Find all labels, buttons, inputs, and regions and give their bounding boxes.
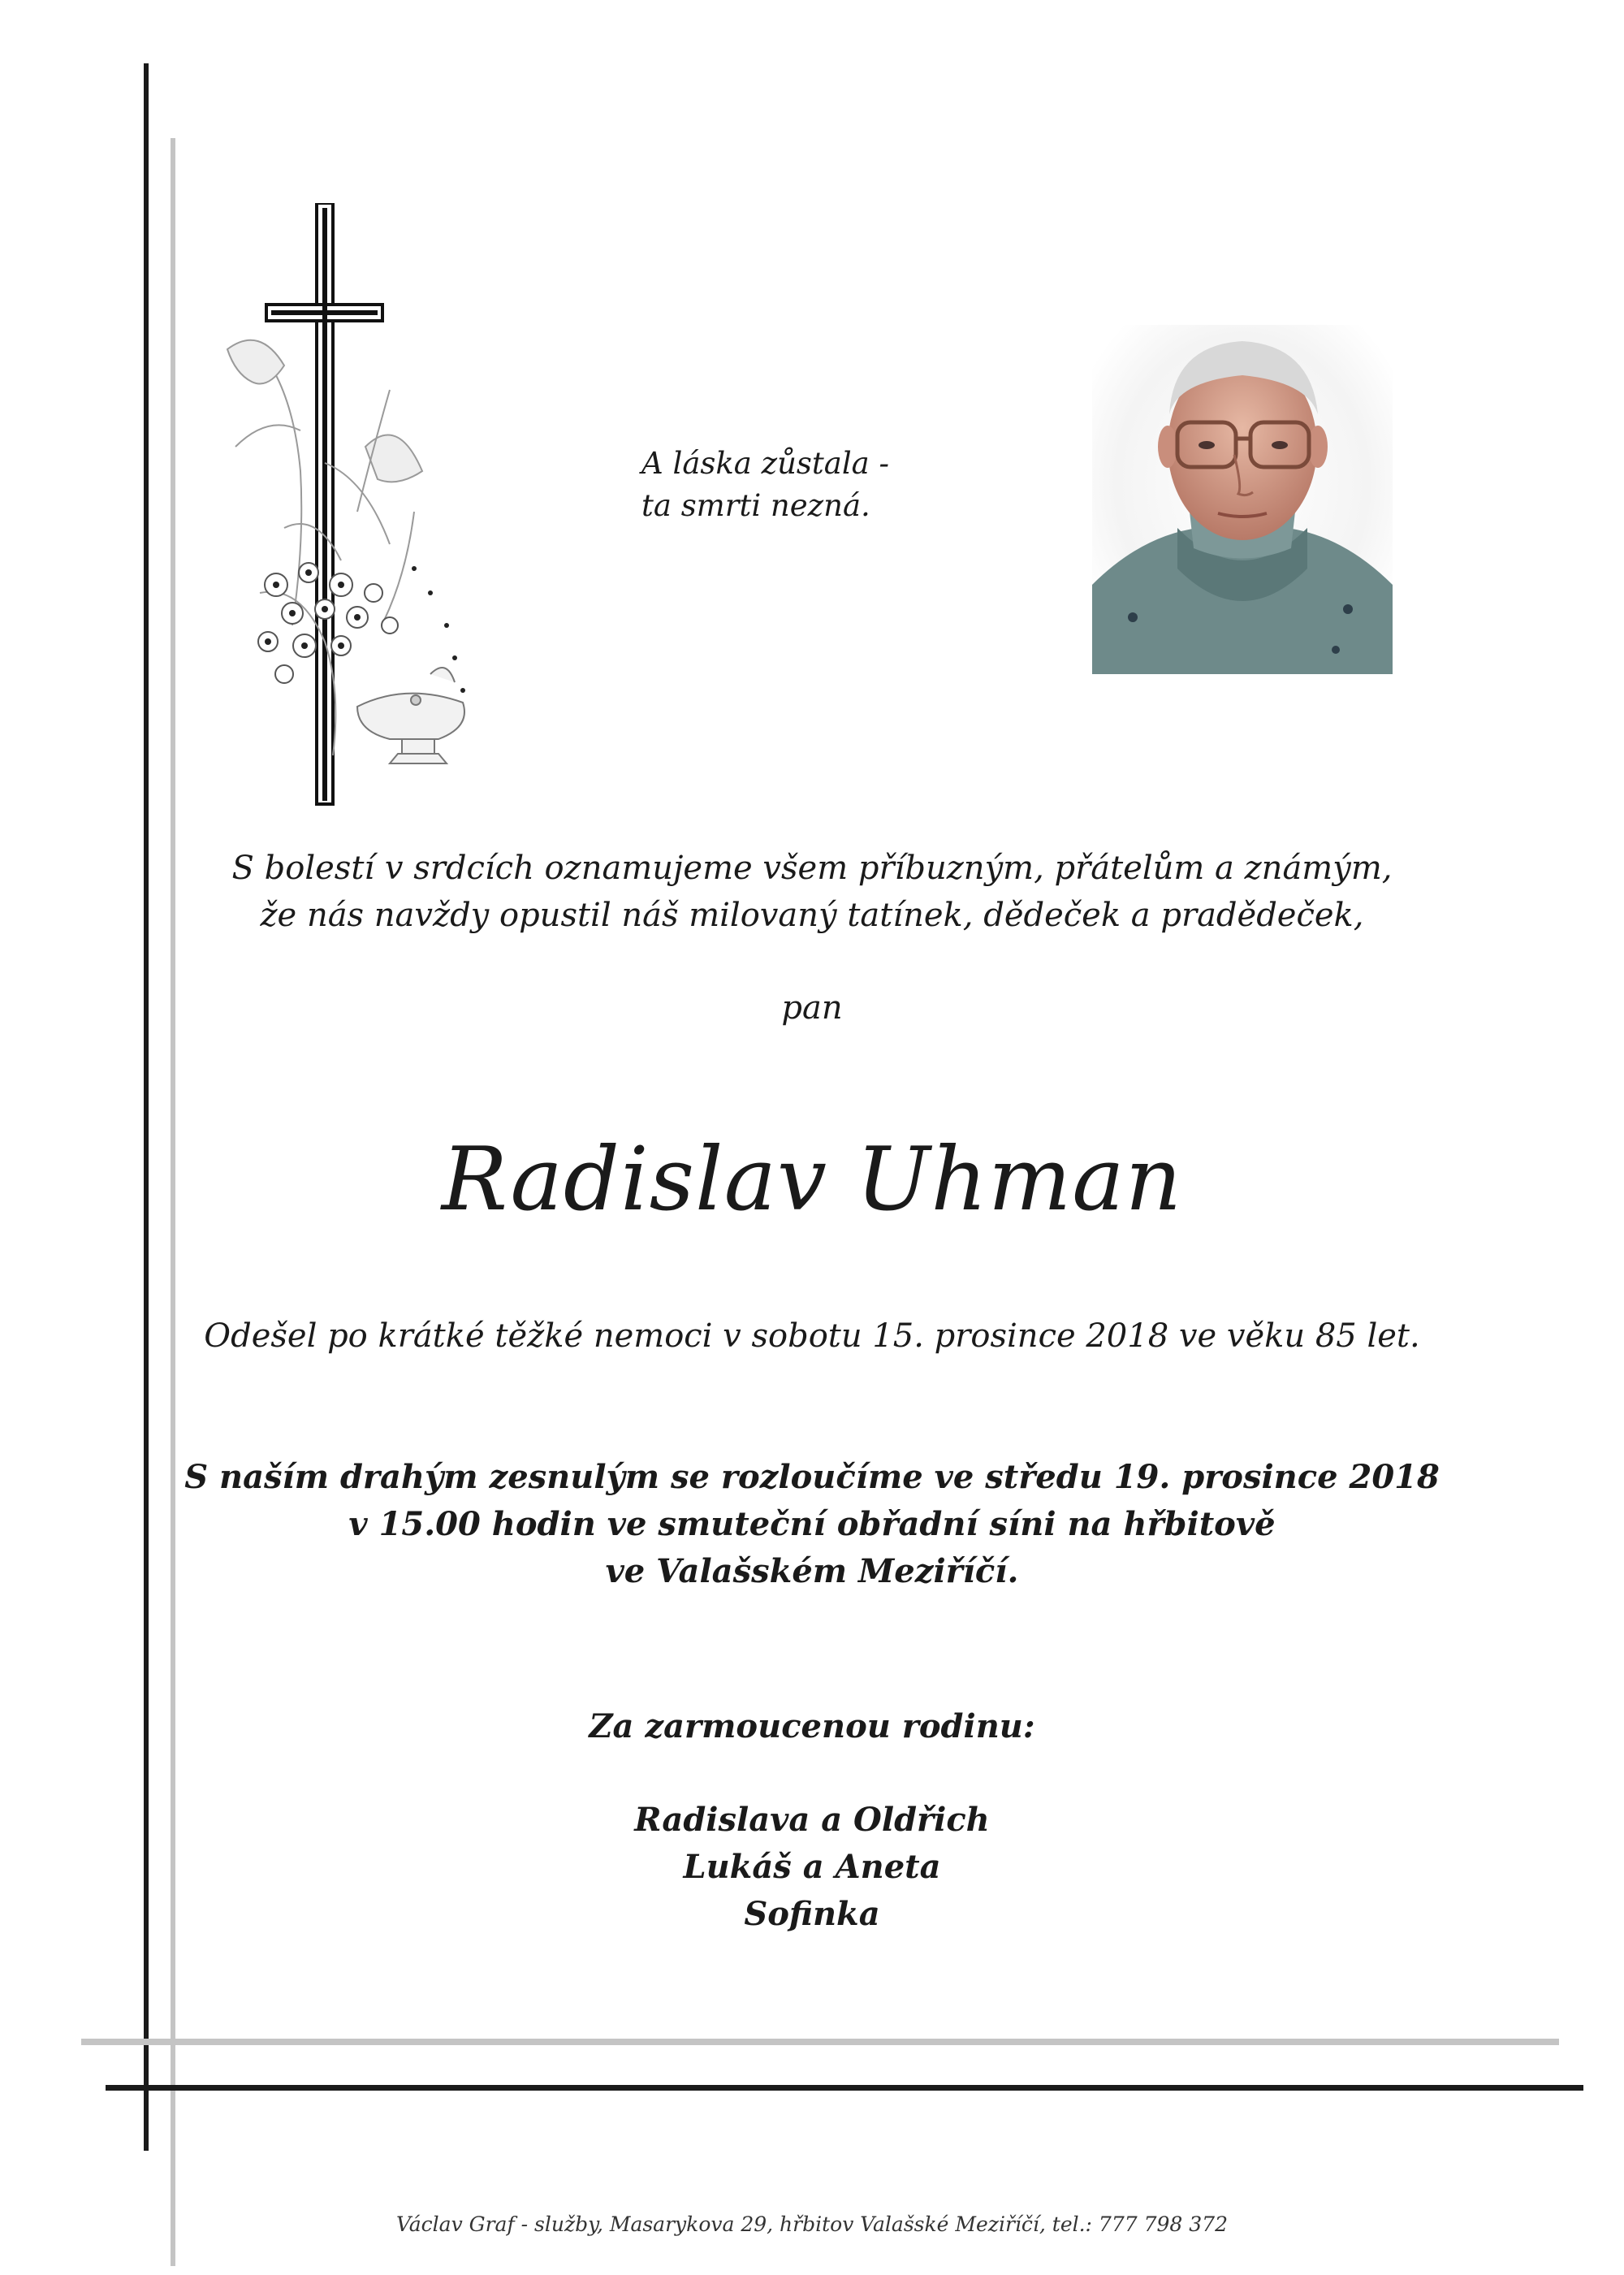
intro-line-2: že nás navždy opustil náš milovaný tatínek, dědeček a pradědeček,	[260, 897, 1364, 934]
farewell-line-2: v 15.00 hodin ve smuteční obřadní síni na hřbitově	[348, 1505, 1276, 1543]
farewell-info	[0, 1454, 1624, 1595]
family-list	[0, 1797, 1624, 1938]
family-member: Radislava a Oldřich	[634, 1801, 990, 1839]
farewell-line-3: ve Valašském Meziříčí.	[605, 1552, 1019, 1590]
motto-line-1: A láska zůstala -	[641, 446, 889, 481]
deceased-name: Radislav Uhman	[441, 1129, 1183, 1230]
announcement-intro	[0, 845, 1624, 939]
farewell-line-1: S naším drahým zesnulým se rozloučíme ve středu 19. prosince 2018	[184, 1458, 1440, 1496]
motto-line-2: ta smrti nezná.	[641, 488, 870, 523]
intro-line-1: S bolestí v srdcích oznamujeme všem příbuzným, přátelům a známým,	[231, 850, 1393, 887]
family-label: Za zarmoucenou rodinu:	[589, 1707, 1035, 1745]
funeral-service-footer: Václav Graf - služby, Masarykova 29, hřbitov Valašské Meziříčí, tel.: 777 798 372	[396, 2212, 1228, 2236]
frame-horizontal-gray-line	[81, 2039, 1559, 2045]
frame-horizontal-black-line	[106, 2085, 1583, 2091]
family-member: Lukáš a Aneta	[683, 1848, 941, 1886]
title-word: pan	[781, 989, 843, 1027]
oil-lamp-icon	[357, 668, 464, 763]
death-notice: Odešel po krátké těžké nemoci v sobotu 15. prosince 2018 ve věku 85 let.	[204, 1317, 1420, 1355]
cross-flower-decoration	[203, 203, 528, 812]
portrait-photo	[1092, 325, 1393, 674]
motto	[641, 443, 983, 527]
family-member: Sofinka	[744, 1895, 880, 1933]
